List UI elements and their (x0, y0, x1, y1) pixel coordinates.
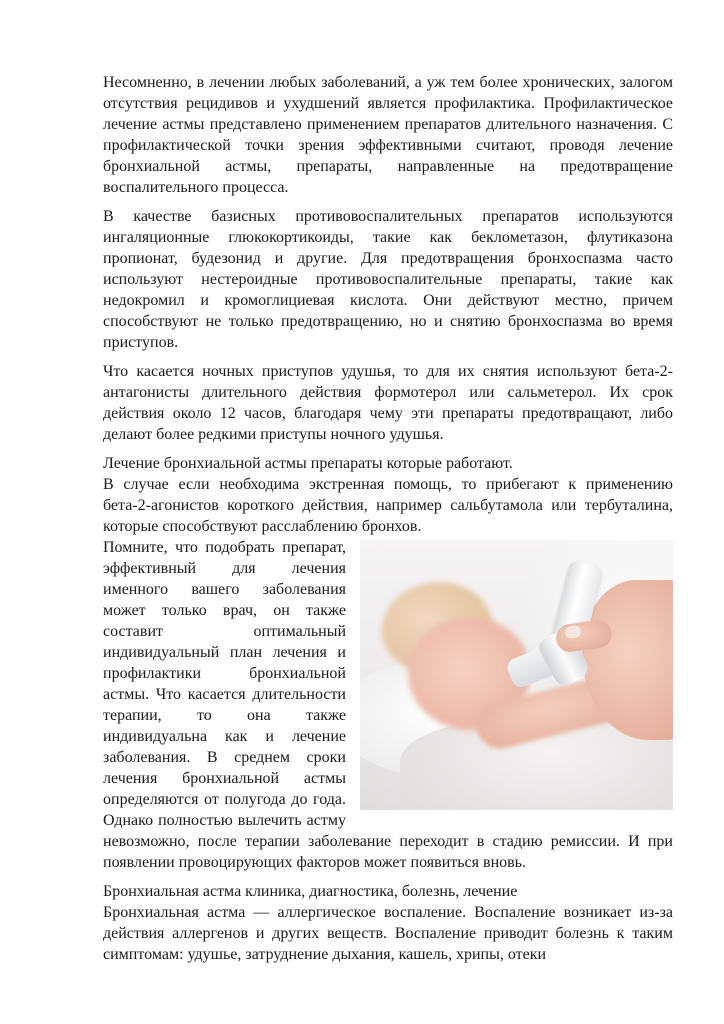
section-prevention (103, 72, 673, 453)
paragraph-emergency (103, 474, 673, 537)
paragraph-emergency-text: В случае если необходима экстренная помощь, то прибегают к применению бета-2-агонистов короткого действия, например сальбутамола или тербуталина, которые способствуют расслаблению бронхов. (103, 476, 673, 535)
paragraph-basic-drugs: В качестве базисных противовоспалительных препаратов используются ингаляционные глюкокортикоиды, такие как беклометазон, флутиказона пропионат, будезонид и другие. Для предотвращения бронхоспазма часто используют нестероидные противовоспалительные препараты, такие как недокромил и кромоглициевая кислота. Они действуют местно, причем способствуют не только предотвращению, но и снятию бронхоспазма во время приступов. (103, 208, 673, 351)
paragraph-doctor-advice: Помните, что подобрать препарат, эффективный для лечения именного вашего заболевания может только врач, он также составит оптимальный индивидуальный план лечения и профилактики бронхиальной астмы. Что касается длительности терапии, то она также индивидуальна как и лечение заболевания. В среднем сроки лечения бронхиальной астмы определяются от полугода до года. Однако полностью вылечить астму невозможно, после терапии заболевание переходит в стадию ремиссии. И при появлении провоцирующих факторов может появиться вновь. (103, 539, 673, 871)
paragraph-night-attacks: Что касается ночных приступов удушья, то для их снятия используют бета-2-антагонисты длительного действия формотерол или сальметерол. Их срок действия около 12 часов, благодаря чему эти препараты предотвращают, либо делают более редкими приступы ночного удушья. (103, 363, 673, 443)
wrapped-text-area (103, 474, 673, 881)
paragraph-prevention: Несомненно, в лечении любых заболеваний, а уж тем более хронических, залогом отсутствия рецидивов и ухудшений является профилактика. Профилактическое лечение астмы представлено применением препаратов длительного назначения. С профилактической точки зрения эффективными считают, проводя лечение бронхиальной астмы, препараты, направленные на предотвращение воспалительного процесса. (103, 74, 673, 196)
paragraph-allergic-inflammation: Бронхиальная астма — аллергическое воспаление. Воспаление возникает из-за действия аллергенов и других веществ. Воспаление приводит болезнь к таким симптомам: удушье, затруднение дыхания, кашель, хрипы, отеки (103, 904, 673, 963)
child-with-inhaler-photo (360, 540, 673, 810)
section-heading-clinic: Бронхиальная астма клиника, диагностика, болезнь, лечение (103, 883, 518, 900)
section-treatment (103, 453, 673, 965)
section-heading-treatment: Лечение бронхиальной астмы препараты которые работают. (103, 455, 513, 472)
